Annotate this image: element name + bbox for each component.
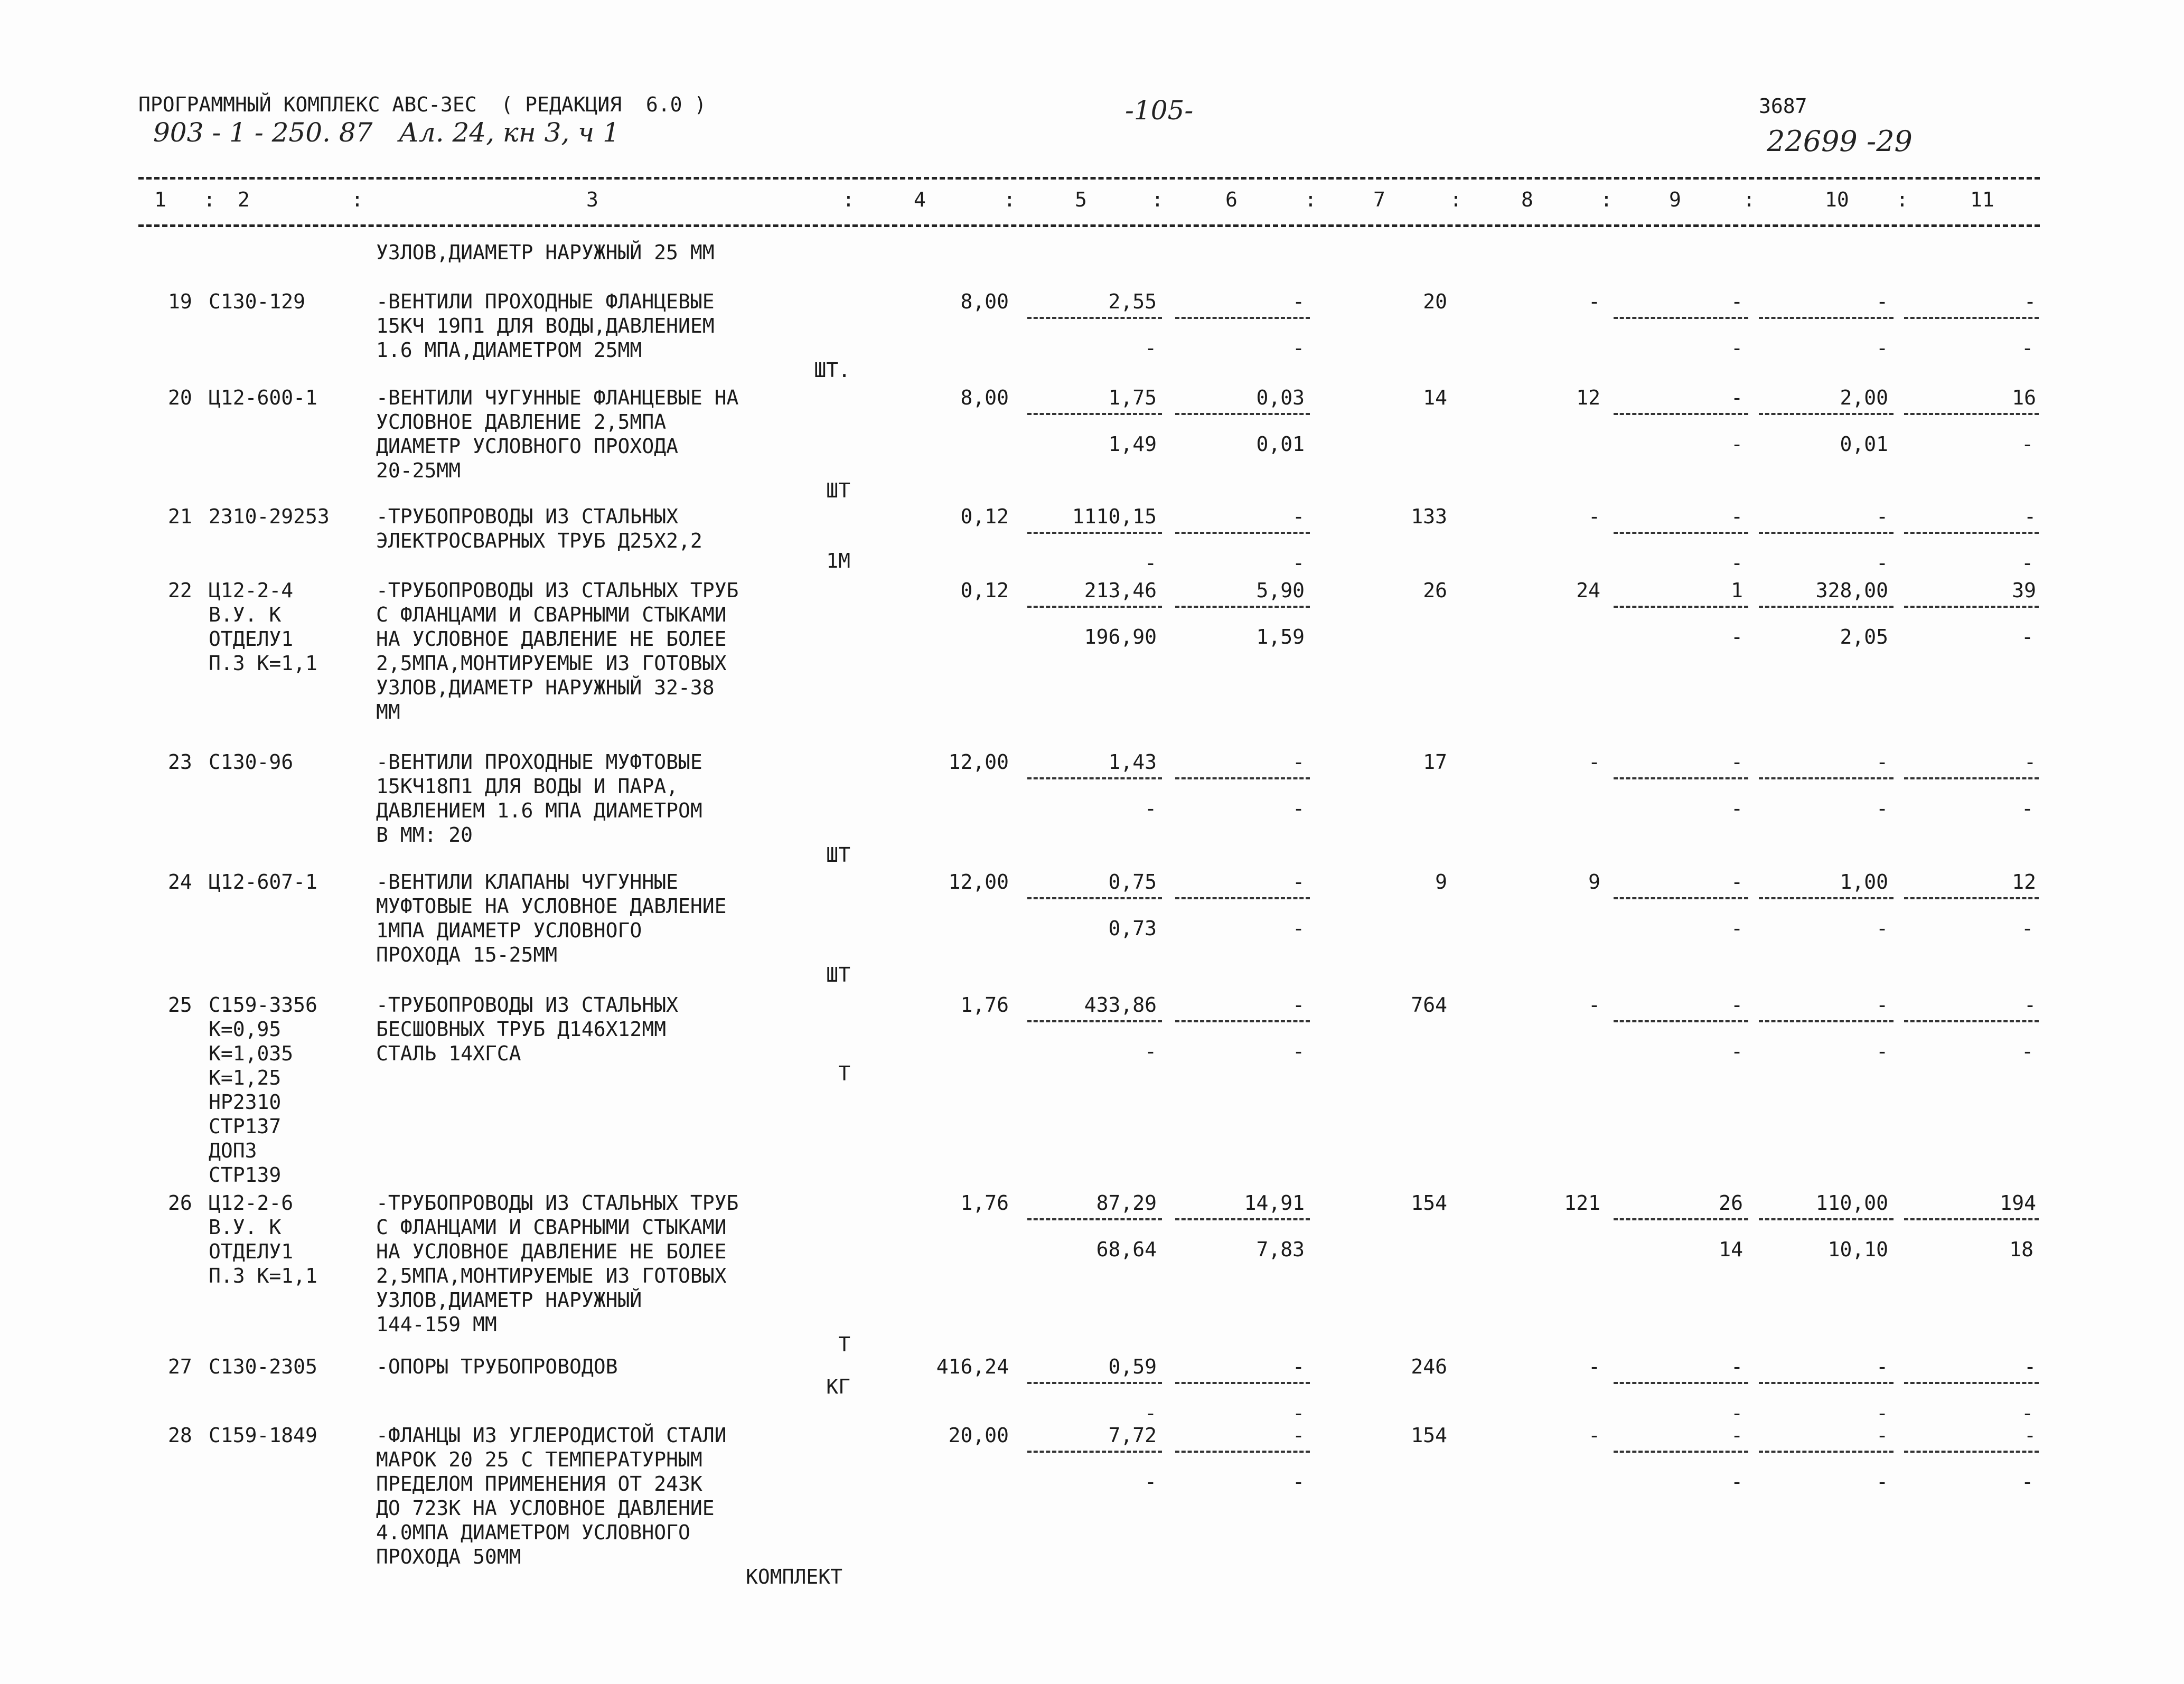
cell-divider-line xyxy=(1027,897,1162,899)
cell-c11-top: 39 xyxy=(2012,579,2036,602)
cell-divider-line xyxy=(1027,532,1162,534)
cell-divider-line xyxy=(1759,606,1894,608)
row-description: МУФТОВЫЕ НА УСЛОВНОЕ ДАВЛЕНИЕ xyxy=(376,895,727,918)
row-code: К=1,25 xyxy=(209,1066,282,1089)
cell-divider-line xyxy=(1175,1382,1310,1384)
row-description: УЗЛОВ,ДИАМЕТР НАРУЖНЫЙ 32-38 xyxy=(376,676,715,699)
column-separator: : xyxy=(203,188,215,211)
row-code: С130-96 xyxy=(209,750,294,774)
cell-c5-top: 0,59 xyxy=(1108,1355,1157,1378)
cell-c5-bottom: 1,49 xyxy=(1108,432,1157,456)
row-code: Ц12-2-6 xyxy=(209,1191,294,1215)
cell-c6-bottom: 7,83 xyxy=(1256,1238,1305,1261)
cell-c7: 133 xyxy=(1411,505,1447,528)
row-description: ДИАМЕТР УСЛОВНОГО ПРОХОДА xyxy=(376,435,678,458)
cell-divider-line xyxy=(1614,606,1748,608)
cell-c11-top: - xyxy=(2024,1355,2036,1378)
cell-c9-top: - xyxy=(1731,505,1743,528)
row-code: СТР137 xyxy=(209,1115,282,1138)
row-description: -ТРУБОПРОВОДЫ ИЗ СТАЛЬНЫХ ТРУБ xyxy=(376,1191,739,1215)
cell-c8: 121 xyxy=(1564,1191,1600,1215)
column-header-9: 9 xyxy=(1669,188,1681,211)
cell-c7: 764 xyxy=(1411,993,1447,1017)
cell-c6-top: - xyxy=(1292,870,1305,893)
row-unit: КГ xyxy=(826,1375,850,1398)
cell-quantity: 1,76 xyxy=(960,993,1009,1017)
cell-divider-line xyxy=(1904,317,2039,319)
cell-c6-top: - xyxy=(1292,1355,1305,1378)
row-unit: Т xyxy=(838,1333,850,1356)
row-code: С130-2305 xyxy=(209,1355,317,1378)
cell-c11-top: - xyxy=(2024,1424,2036,1447)
cell-c9-top: - xyxy=(1731,750,1743,774)
row-description: -ТРУБОПРОВОДЫ ИЗ СТАЛЬНЫХ xyxy=(376,993,678,1017)
cell-c9-bottom: 14 xyxy=(1719,1238,1743,1261)
cell-c9-bottom: - xyxy=(1731,1040,1743,1063)
cell-c6-bottom: - xyxy=(1292,551,1305,575)
cell-c8: 24 xyxy=(1576,579,1600,602)
column-header-4: 4 xyxy=(914,188,926,211)
row-code: С130-129 xyxy=(209,290,306,313)
row-code: П.3 К=1,1 xyxy=(209,1264,317,1287)
row-description: ЭЛЕКТРОСВАРНЫХ ТРУБ Д25Х2,2 xyxy=(376,529,702,552)
row-description: СТАЛЬ 14ХГСА xyxy=(376,1042,521,1065)
cell-c10-bottom: 0,01 xyxy=(1840,432,1888,456)
cell-divider-line xyxy=(1175,317,1310,319)
cell-divider-line xyxy=(1904,1451,2039,1453)
row-description: 4.0МПА ДИАМЕТРОМ УСЛОВНОГО xyxy=(376,1521,690,1544)
cell-divider-line xyxy=(1027,1218,1162,1220)
cell-c9-bottom: - xyxy=(1731,625,1743,648)
cell-divider-line xyxy=(1614,1382,1748,1384)
row-description: 15КЧ 19П1 ДЛЯ ВОДЫ,ДАВЛЕНИЕМ xyxy=(376,314,715,337)
program-header: ПРОГРАММНЫЙ КОМПЛЕКС АВС-ЗЕС ( РЕДАКЦИЯ 6.0 ) xyxy=(138,93,707,116)
row-code: Ц12-2-4 xyxy=(209,579,294,602)
cell-c9-top: - xyxy=(1731,1355,1743,1378)
row-code: Ц12-600-1 xyxy=(209,386,317,409)
cell-c8: 12 xyxy=(1576,386,1600,409)
column-separator: : xyxy=(1743,188,1755,211)
row-description: НА УСЛОВНОЕ ДАВЛЕНИЕ НЕ БОЛЕЕ xyxy=(376,1240,727,1263)
cell-c9-top: - xyxy=(1731,870,1743,893)
row-unit: ШТ. xyxy=(814,359,850,382)
row-description: -ВЕНТИЛИ ЧУГУННЫЕ ФЛАНЦЕВЫЕ НА xyxy=(376,386,739,409)
row-code: ОТДЕЛУ1 xyxy=(209,1240,294,1263)
cell-divider-line xyxy=(1904,1020,2039,1022)
cell-c5-top: 1110,15 xyxy=(1072,505,1157,528)
cell-quantity: 20,00 xyxy=(948,1424,1009,1447)
cell-divider-line xyxy=(1904,897,2039,899)
cell-c10-top: - xyxy=(1876,993,1888,1017)
row-description: ДО 723К НА УСЛОВНОЕ ДАВЛЕНИЕ xyxy=(376,1497,715,1520)
cell-c10-top: - xyxy=(1876,1355,1888,1378)
cell-c9-bottom: - xyxy=(1731,797,1743,820)
column-separator: : xyxy=(1004,188,1016,211)
cell-c11-top: 194 xyxy=(2000,1191,2036,1215)
cell-c8: - xyxy=(1588,993,1600,1017)
cell-divider-line xyxy=(1175,1451,1310,1453)
cell-c10-top: - xyxy=(1876,750,1888,774)
row-description: С ФЛАНЦАМИ И СВАРНЫМИ СТЫКАМИ xyxy=(376,603,727,626)
cell-c10-bottom: - xyxy=(1876,797,1888,820)
cell-c8: - xyxy=(1588,290,1600,313)
row-description: 15КЧ18П1 ДЛЯ ВОДЫ И ПАРА, xyxy=(376,775,678,798)
cell-c10-bottom: - xyxy=(1876,551,1888,575)
album-ref: Ал. 24, кн 3, ч 1 xyxy=(399,117,620,148)
cell-divider-line xyxy=(1614,777,1748,779)
row-code: К=1,035 xyxy=(209,1042,294,1065)
row-unit: ШТ xyxy=(826,479,850,502)
cell-quantity: 0,12 xyxy=(960,505,1009,528)
cell-c11-top: 12 xyxy=(2012,870,2036,893)
cell-c8: - xyxy=(1588,505,1600,528)
row-number: 28 xyxy=(168,1424,192,1447)
cell-divider-line xyxy=(1027,317,1162,319)
cell-c10-bottom: - xyxy=(1876,1401,1888,1425)
cell-divider-line xyxy=(1759,413,1894,415)
cell-c10-bottom: - xyxy=(1876,1470,1888,1493)
column-header-7: 7 xyxy=(1373,188,1385,211)
cell-c6-top: 0,03 xyxy=(1256,386,1305,409)
row-code: В.У. К xyxy=(209,1216,282,1239)
cell-c5-bottom: - xyxy=(1145,551,1157,575)
cell-divider-line xyxy=(1175,606,1310,608)
column-separator: : xyxy=(1305,188,1317,211)
cell-c11-bottom: 18 xyxy=(2009,1238,2033,1261)
cell-c10-bottom: 2,05 xyxy=(1840,625,1888,648)
column-header-1: 1 xyxy=(154,188,166,211)
row-description: ПРОХОДА 50ММ xyxy=(376,1545,521,1568)
cell-c10-top: - xyxy=(1876,505,1888,528)
cell-divider-line xyxy=(1175,1218,1310,1220)
cell-c5-top: 0,75 xyxy=(1108,870,1157,893)
cell-c11-bottom: - xyxy=(2021,1040,2033,1063)
cell-c7: 14 xyxy=(1423,386,1447,409)
cell-divider-line xyxy=(1175,1020,1310,1022)
row-code: П.3 К=1,1 xyxy=(209,652,317,675)
cell-divider-line xyxy=(1614,1451,1748,1453)
row-description: -ТРУБОПРОВОДЫ ИЗ СТАЛЬНЫХ xyxy=(376,505,678,528)
row-description: УСЛОВНОЕ ДАВЛЕНИЕ 2,5МПА xyxy=(376,410,667,434)
row-description: -ОПОРЫ ТРУБОПРОВОДОВ xyxy=(376,1355,618,1378)
cell-c11-bottom: - xyxy=(2021,432,2033,456)
cell-divider-line xyxy=(1759,1020,1894,1022)
row-code: ОТДЕЛУ1 xyxy=(209,627,294,651)
cell-c11-top: 16 xyxy=(2012,386,2036,409)
cell-c10-bottom: - xyxy=(1876,336,1888,360)
cell-divider-line xyxy=(1759,1382,1894,1384)
row-description: В ММ: 20 xyxy=(376,823,473,846)
cell-c11-bottom: - xyxy=(2021,797,2033,820)
row-number: 22 xyxy=(168,579,192,602)
cell-c9-top: 26 xyxy=(1719,1191,1743,1215)
cell-divider-line xyxy=(1904,532,2039,534)
cell-divider-line xyxy=(1027,1020,1162,1022)
cell-c9-bottom: - xyxy=(1731,432,1743,456)
page-code: 3687 xyxy=(1759,95,1807,118)
cell-c10-top: 1,00 xyxy=(1840,870,1888,893)
row-number: 26 xyxy=(168,1191,192,1215)
cell-divider-line xyxy=(1759,532,1894,534)
row-description: С ФЛАНЦАМИ И СВАРНЫМИ СТЫКАМИ xyxy=(376,1216,727,1239)
cell-c9-top: - xyxy=(1731,1424,1743,1447)
cell-c11-top: - xyxy=(2024,750,2036,774)
cell-c5-top: 1,43 xyxy=(1108,750,1157,774)
row-description: ММ xyxy=(376,700,400,723)
cell-divider-line xyxy=(1759,777,1894,779)
cell-divider-line xyxy=(1027,1451,1162,1453)
cell-quantity: 12,00 xyxy=(948,750,1009,774)
row-description: -ТРУБОПРОВОДЫ ИЗ СТАЛЬНЫХ ТРУБ xyxy=(376,579,739,602)
row-description: ДАВЛЕНИЕМ 1.6 МПА ДИАМЕТРОМ xyxy=(376,799,702,822)
cell-c10-bottom: 10,10 xyxy=(1827,1238,1888,1261)
row-number: 27 xyxy=(168,1355,192,1378)
cell-c6-top: - xyxy=(1292,993,1305,1017)
cell-c5-bottom: 0,73 xyxy=(1108,917,1157,940)
row-unit: КОМПЛЕКТ xyxy=(745,1565,842,1588)
row-code: НР2310 xyxy=(209,1090,282,1114)
cell-c11-bottom: - xyxy=(2021,1401,2033,1425)
cell-c11-bottom: - xyxy=(2021,551,2033,575)
cell-quantity: 8,00 xyxy=(960,386,1009,409)
row-number: 19 xyxy=(168,290,192,313)
doc-number: 22699 -29 xyxy=(1767,125,1913,158)
column-header-5: 5 xyxy=(1075,188,1087,211)
cell-c11-top: - xyxy=(2024,505,2036,528)
cell-c10-top: - xyxy=(1876,290,1888,313)
cell-c6-top: - xyxy=(1292,290,1305,313)
row-description: МАРОК 20 25 С ТЕМПЕРАТУРНЫМ xyxy=(376,1448,702,1471)
cell-quantity: 8,00 xyxy=(960,290,1009,313)
cell-c5-bottom: - xyxy=(1145,1401,1157,1425)
cell-c5-top: 213,46 xyxy=(1084,579,1157,602)
cell-c11-top: - xyxy=(2024,290,2036,313)
cell-c11-bottom: - xyxy=(2021,625,2033,648)
cell-divider-line xyxy=(1759,1451,1894,1453)
cell-divider-line xyxy=(1614,1020,1748,1022)
cell-c9-top: 1 xyxy=(1731,579,1743,602)
header-rule-bottom xyxy=(138,224,2040,227)
cell-divider-line xyxy=(1614,1218,1748,1220)
row-description: 2,5МПА,МОНТИРУЕМЫЕ ИЗ ГОТОВЫХ xyxy=(376,652,727,675)
cell-c5-bottom: 196,90 xyxy=(1084,625,1157,648)
column-header-8: 8 xyxy=(1521,188,1533,211)
cell-divider-line xyxy=(1614,897,1748,899)
cell-c6-bottom: - xyxy=(1292,336,1305,360)
row-number: 23 xyxy=(168,750,192,774)
row-description: 2,5МПА,МОНТИРУЕМЫЕ ИЗ ГОТОВЫХ xyxy=(376,1264,727,1287)
cell-c9-bottom: - xyxy=(1731,1470,1743,1493)
cell-c6-top: 14,91 xyxy=(1244,1191,1305,1215)
cell-divider-line xyxy=(1614,413,1748,415)
cell-divider-line xyxy=(1175,777,1310,779)
cell-divider-line xyxy=(1904,1382,2039,1384)
cell-divider-line xyxy=(1614,532,1748,534)
cell-quantity: 12,00 xyxy=(948,870,1009,893)
cell-divider-line xyxy=(1027,413,1162,415)
row-description: УЗЛОВ,ДИАМЕТР НАРУЖНЫЙ 25 ММ xyxy=(376,241,715,264)
row-description: ПРОХОДА 15-25ММ xyxy=(376,943,558,966)
row-unit: 1М xyxy=(826,549,850,572)
cell-c5-bottom: - xyxy=(1145,1040,1157,1063)
cell-c10-top: 110,00 xyxy=(1815,1191,1888,1215)
column-separator: : xyxy=(1450,188,1462,211)
column-separator: : xyxy=(1600,188,1613,211)
cell-c6-bottom: - xyxy=(1292,917,1305,940)
column-header-6: 6 xyxy=(1225,188,1238,211)
row-description: 1.6 МПА,ДИАМЕТРОМ 25ММ xyxy=(376,338,642,362)
row-unit: Т xyxy=(838,1062,850,1085)
cell-c11-bottom: - xyxy=(2021,917,2033,940)
cell-c5-bottom: 68,64 xyxy=(1096,1238,1157,1261)
column-separator: : xyxy=(1896,188,1908,211)
row-number: 21 xyxy=(168,505,192,528)
cell-c5-bottom: - xyxy=(1145,336,1157,360)
cell-c5-top: 433,86 xyxy=(1084,993,1157,1017)
row-code: Ц12-607-1 xyxy=(209,870,317,893)
cell-c6-bottom: - xyxy=(1292,1040,1305,1063)
cell-divider-line xyxy=(1027,1382,1162,1384)
column-separator: : xyxy=(842,188,855,211)
cell-divider-line xyxy=(1614,317,1748,319)
column-header-10: 10 xyxy=(1825,188,1849,211)
row-code: С159-1849 xyxy=(209,1424,317,1447)
cell-divider-line xyxy=(1759,897,1894,899)
cell-c7: 9 xyxy=(1435,870,1447,893)
row-description: 1МПА ДИАМЕТР УСЛОВНОГО xyxy=(376,919,642,942)
cell-c10-top: 328,00 xyxy=(1815,579,1888,602)
cell-c6-top: - xyxy=(1292,750,1305,774)
cell-c8: - xyxy=(1588,750,1600,774)
cell-c5-top: 87,29 xyxy=(1096,1191,1157,1215)
cell-c7: 154 xyxy=(1411,1424,1447,1447)
cell-divider-line xyxy=(1175,897,1310,899)
cell-divider-line xyxy=(1759,1218,1894,1220)
header-rule-top xyxy=(138,177,2040,180)
cell-c6-top: 5,90 xyxy=(1256,579,1305,602)
row-description: 20-25ММ xyxy=(376,459,461,482)
cell-c5-bottom: - xyxy=(1145,797,1157,820)
cell-quantity: 0,12 xyxy=(960,579,1009,602)
cell-c6-bottom: 1,59 xyxy=(1256,625,1305,648)
cell-divider-line xyxy=(1027,606,1162,608)
row-code: 2310-29253 xyxy=(209,505,330,528)
cell-c6-bottom: - xyxy=(1292,797,1305,820)
page-number: -105- xyxy=(1125,95,1194,126)
cell-quantity: 416,24 xyxy=(936,1355,1009,1378)
row-description: БЕСШОВНЫХ ТРУБ Д146Х12ММ xyxy=(376,1018,667,1041)
cell-divider-line xyxy=(1904,413,2039,415)
column-header-11: 11 xyxy=(1970,188,1994,211)
cell-c11-bottom: - xyxy=(2021,336,2033,360)
row-code: ДОП3 xyxy=(209,1139,257,1162)
row-description: -ВЕНТИЛИ КЛАПАНЫ ЧУГУННЫЕ xyxy=(376,870,678,893)
row-description: 144-159 ММ xyxy=(376,1313,497,1336)
cell-c10-top: 2,00 xyxy=(1840,386,1888,409)
cell-c9-top: - xyxy=(1731,290,1743,313)
cell-c7: 17 xyxy=(1423,750,1447,774)
cell-c6-bottom: 0,01 xyxy=(1256,432,1305,456)
column-separator: : xyxy=(1151,188,1164,211)
cell-c5-bottom: - xyxy=(1145,1470,1157,1493)
cell-divider-line xyxy=(1175,532,1310,534)
cell-c9-top: - xyxy=(1731,993,1743,1017)
cell-c9-top: - xyxy=(1731,386,1743,409)
cell-c8: - xyxy=(1588,1424,1600,1447)
cell-c6-top: - xyxy=(1292,1424,1305,1447)
cell-c9-bottom: - xyxy=(1731,336,1743,360)
cell-c9-bottom: - xyxy=(1731,917,1743,940)
row-number: 25 xyxy=(168,993,192,1017)
cell-c7: 26 xyxy=(1423,579,1447,602)
row-description: -ВЕНТИЛИ ПРОХОДНЫЕ МУФТОВЫЕ xyxy=(376,750,702,774)
cell-quantity: 1,76 xyxy=(960,1191,1009,1215)
cell-divider-line xyxy=(1027,777,1162,779)
cell-c7: 154 xyxy=(1411,1191,1447,1215)
cell-c6-bottom: - xyxy=(1292,1401,1305,1425)
row-description: УЗЛОВ,ДИАМЕТР НАРУЖНЫЙ xyxy=(376,1288,642,1312)
row-description: -ВЕНТИЛИ ПРОХОДНЫЕ ФЛАНЦЕВЫЕ xyxy=(376,290,715,313)
row-description: НА УСЛОВНОЕ ДАВЛЕНИЕ НЕ БОЛЕЕ xyxy=(376,627,727,651)
cell-c5-top: 1,75 xyxy=(1108,386,1157,409)
cell-c7: 246 xyxy=(1411,1355,1447,1378)
row-code: С159-3356 xyxy=(209,993,317,1017)
cell-c10-bottom: - xyxy=(1876,1040,1888,1063)
row-code: К=0,95 xyxy=(209,1018,282,1041)
cell-c11-top: - xyxy=(2024,993,2036,1017)
row-code: СТР139 xyxy=(209,1163,282,1187)
cell-c6-top: - xyxy=(1292,505,1305,528)
row-description: -ФЛАНЦЫ ИЗ УГЛЕРОДИСТОЙ СТАЛИ xyxy=(376,1424,727,1447)
cell-divider-line xyxy=(1175,413,1310,415)
row-unit: ШТ xyxy=(826,963,850,986)
cell-c10-top: - xyxy=(1876,1424,1888,1447)
row-number: 20 xyxy=(168,386,192,409)
cell-c9-bottom: - xyxy=(1731,1401,1743,1425)
doc-code: 903 - 1 - 250. 87 xyxy=(153,117,373,148)
column-header-3: 3 xyxy=(586,188,598,211)
cell-divider-line xyxy=(1904,606,2039,608)
cell-c6-bottom: - xyxy=(1292,1470,1305,1493)
row-number: 24 xyxy=(168,870,192,893)
cell-c5-top: 7,72 xyxy=(1108,1424,1157,1447)
cell-divider-line xyxy=(1904,1218,2039,1220)
cell-divider-line xyxy=(1759,317,1894,319)
cell-c7: 20 xyxy=(1423,290,1447,313)
column-separator: : xyxy=(351,188,363,211)
column-header-2: 2 xyxy=(238,188,250,211)
cell-c8: - xyxy=(1588,1355,1600,1378)
row-code: В.У. К xyxy=(209,603,282,626)
cell-divider-line xyxy=(1904,777,2039,779)
row-description: ПРЕДЕЛОМ ПРИМЕНЕНИЯ ОТ 243К xyxy=(376,1472,702,1495)
cell-c11-bottom: - xyxy=(2021,1470,2033,1493)
cell-c8: 9 xyxy=(1588,870,1600,893)
cell-c10-bottom: - xyxy=(1876,917,1888,940)
cell-c9-bottom: - xyxy=(1731,551,1743,575)
row-unit: ШТ xyxy=(826,843,850,867)
cell-c5-top: 2,55 xyxy=(1108,290,1157,313)
